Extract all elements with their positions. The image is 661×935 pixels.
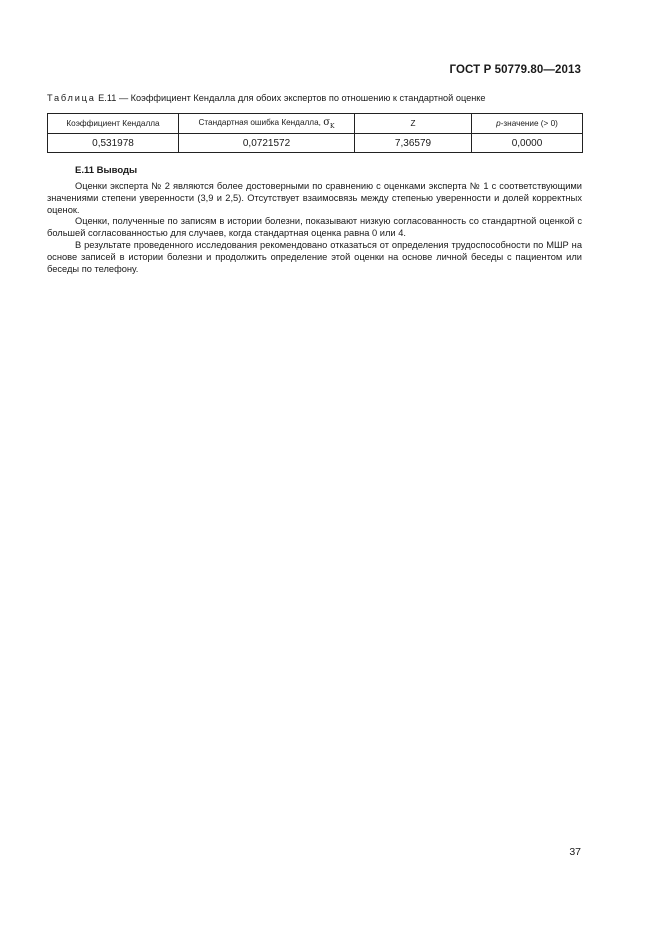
header-p-letter: p (496, 119, 501, 128)
paragraph: В результате проведенного исследования рекомендовано отказаться от определения трудоспособности по МШР на основе записей в истории болезни и продолжить определение этой оценки на основе личной беседы с пациентом или беседы по телефону. (47, 239, 582, 274)
sigma-symbol: $\sigma_K$ (323, 117, 335, 130)
cell-kendall: 0,531978 (48, 134, 179, 153)
paragraph: Оценки, полученные по записям в истории болезни, показывают низкую согласованность со стандартной оценкой с большей согласованностью для случаев, когда стандартная оценка равна 0 или 4. (47, 216, 582, 239)
table-caption (47, 93, 486, 103)
section-title: Е.11 Выводы (75, 165, 138, 176)
header-p-value (472, 114, 583, 134)
header-kendall: Коэффициент Кендалла (48, 114, 179, 134)
header-std-error-label: Стандартная ошибка Кендалла, (198, 118, 324, 127)
header-p-rest: -значение (> 0) (500, 119, 558, 128)
paragraph: Оценки эксперта № 2 являются более достоверными по сравнению с оценками эксперта № 1 с соответствующими значениями степени уверенности (3,9 и 2,5). Отсутствует взаимосвязь между степенью уверенности и долей корректных оценок. (47, 181, 582, 215)
page-number: 37 (569, 846, 581, 858)
table-row (48, 134, 583, 153)
cell-z: 7,36579 (355, 134, 472, 153)
table-caption-text: Е.11 — Коэффициент Кендалла для обоих экспертов по отношению к стандартной оценке (95, 93, 486, 103)
table-header-row (48, 114, 583, 134)
section-body (47, 181, 582, 275)
header-std-error (179, 114, 355, 134)
kendall-table (47, 113, 583, 153)
table-caption-prefix: Таблица (47, 93, 96, 103)
document-code: ГОСТ Р 50779.80—2013 (449, 64, 581, 76)
header-z: Z (355, 114, 472, 134)
cell-std-error: 0,0721572 (179, 134, 355, 153)
cell-p-value: 0,0000 (472, 134, 583, 153)
